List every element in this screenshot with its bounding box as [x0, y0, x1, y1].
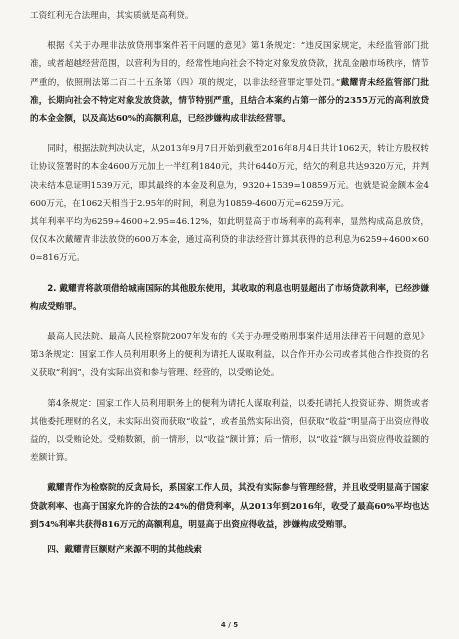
- paragraph-bribery-opinion-article-4: 第4条规定：国家工作人员利用职务上的便利为请托人谋取利益，以委托请托人投资证券、期货或者其他委托理财的名义，未实际出资而获取“收益”，或者虽然实际出资，但获取“收益”明显高于出资应得收益的，以受贿论处。受贿数额，前一情形，以“收益”额计算；后一情形，以“收益”额与出资应得收益额的差额计算。: [30, 398, 429, 464]
- illegal-business-conclusion: 戴耀青未经监管部门批准，长期向社会不特定对象发放贷款，情节特别严重，且结合本案约占第一部分的2355万元的高利放贷的本金金额，以及高达60%的高额利息，已经涉嫌构成非法经营罪。: [30, 77, 429, 125]
- section-heading-2: 2. 戴耀青将款项借给城南国际的其他股东使用，其收取的利息也明显超出了市场贷款利率，已经涉嫌构成受贿罪。: [30, 283, 429, 312]
- paragraph-bribery-opinion-article-3: 最高人民法院、最高人民检察院2007年发布的《关于办理受贿刑事案件适用法律若干问题的意见》第3条规定：国家工作人员利用职务上的便利为请托人谋取利益，以合作开办公司或者其他合作投资的名义获取“利润”，没有实际出资和参与管理、经营的，以受贿论处。: [30, 332, 429, 379]
- page-number: 4 / 5: [220, 621, 239, 629]
- paragraph-illegal-lending-rule: [30, 37, 429, 128]
- paragraph-interest-calculation: 其年利率平均为6259÷4600÷2.95=46.12%，如此明显高于市场利率的高利率，显然构成高息放贷，仅仅本次戴耀青非法放贷的600万本金，通过高利贷的非法经营计算其获得的总利息为6259÷4600×600=816万元。: [30, 217, 429, 264]
- section-heading-4: 四、戴耀青巨额财产来源不明的其他线索: [47, 545, 202, 556]
- rule-quote-text: 根据《关于办理非法放贷刑事案件若干问题的意见》第1条规定：“违反国家规定，未经监管部门批准，或者超越经营范围，以营利为目的，经常性地向社会不特定对象发放贷款，扰乱金融市场秩序，情节严重的，依照刑法第二百二十五条第（四）项的规定，以非法经营罪定罪处罚。”: [30, 41, 429, 88]
- paragraph-court-findings: 同时，根据法院判决认定，从2013年9月7日开始到截至2016年8月4日共计1062天，转让方股权转让协议签署时的本金4600万元加上一半红利1840元，共计6440万元，结欠的利息共达9320万元，并判决未结本息证明1539万元，即其最终的本金及利息为，9320+1539=10859万元。也就是说金额本金4600万元，在1062天相当于2.95年的时间，利息为10859-4600万元=6259万元。: [30, 144, 429, 209]
- paragraph-bribery-conclusion: 戴耀青作为检察院的反贪局长，系国家工作人员，其没有实际参与管理经营，并且收受明显高于国家贷款利率、也高于国家允许的合法的24%的借贷利率，从2013年到2016年，收受了最高60%平均也达到54%利率共获得816万元的高额利息，明显高于出资应得收益，涉嫌构成受贿罪。: [30, 483, 429, 530]
- paragraph-continuation: 工资红利无合法理由，其实质就是高利贷。: [30, 11, 194, 21]
